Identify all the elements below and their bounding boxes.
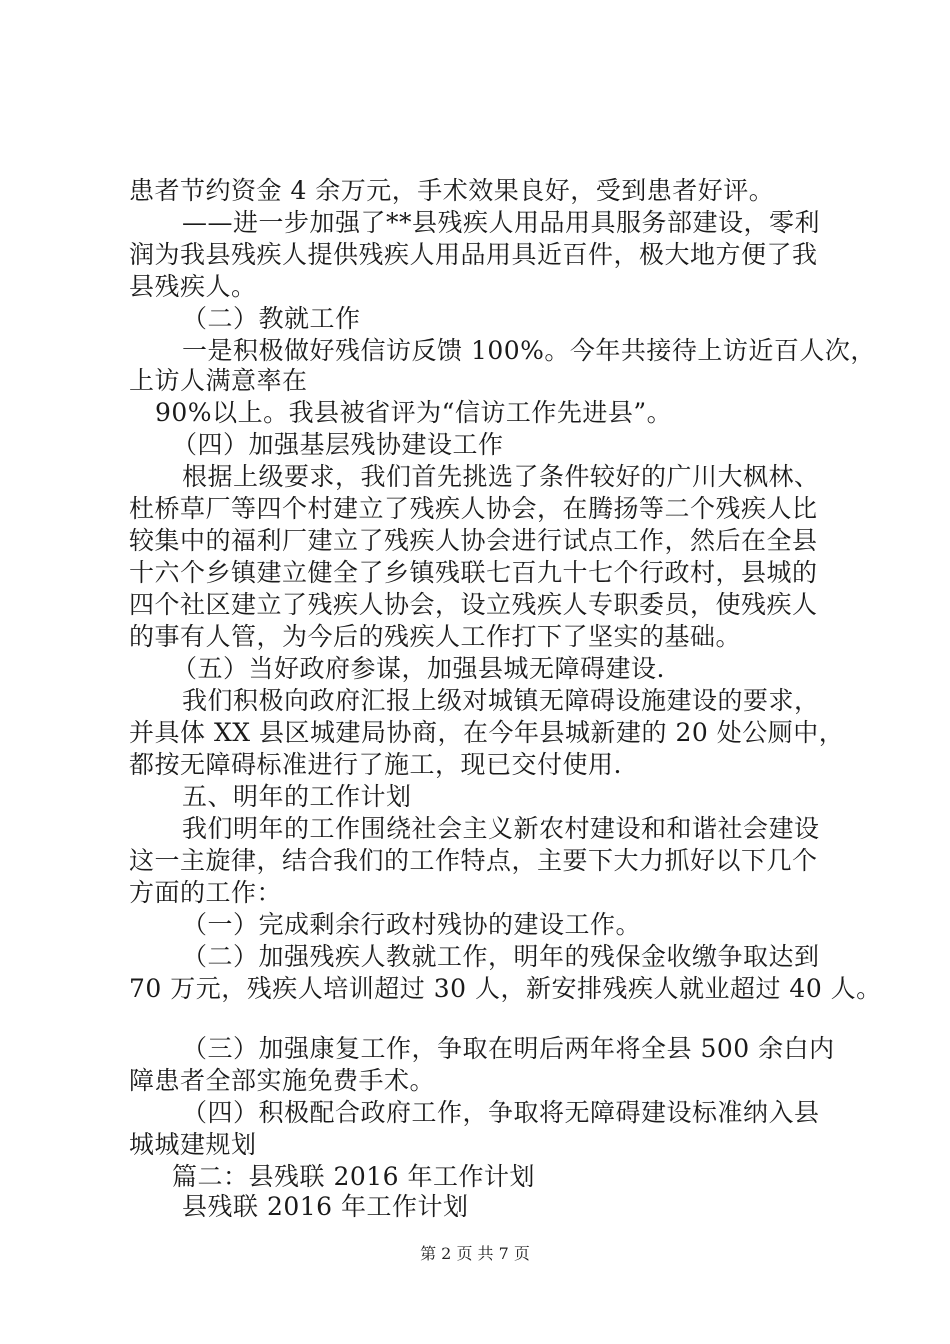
section-heading: （四）加强基层残协建设工作 <box>172 430 504 459</box>
text-line: 县残联 2016 年工作计划 <box>182 1192 469 1221</box>
text-line: （三）加强康复工作，争取在明后两年将全县 500 余白内 <box>182 1034 835 1063</box>
text-line: 我们积极向政府汇报上级对城镇无障碍设施建设的要求， <box>182 686 820 715</box>
text-line: 并具体 XX 县区城建局协商，在今年县城新建的 20 处公厕中， <box>129 718 845 747</box>
text-line: 方面的工作： <box>129 878 283 907</box>
text-line: 上访人满意率在 <box>129 366 308 395</box>
text-line: 的事有人管，为今后的残疾人工作打下了坚实的基础。 <box>129 622 742 651</box>
text-line: （二）加强残疾人教就工作，明年的残保金收缴争取达到 <box>182 942 820 971</box>
text-line: 杜桥草厂等四个村建立了残疾人协会，在腾扬等二个残疾人比 <box>129 494 818 523</box>
section-heading: （五）当好政府参谋，加强县城无障碍建设. <box>172 654 665 683</box>
text-line: 70 万元，残疾人培训超过 30 人，新安排残疾人就业超过 40 人。 <box>129 974 882 1003</box>
text-line: 四个社区建立了残疾人协会，设立残疾人专职委员，使残疾人 <box>129 590 818 619</box>
text-line: 我们明年的工作围绕社会主义新农村建设和和谐社会建设 <box>182 814 820 843</box>
text-line: 润为我县残疾人提供残疾人用品用具近百件，极大地方便了我 <box>129 240 818 269</box>
text-line: 90%以上。我县被省评为“信访工作先进县”。 <box>155 398 673 427</box>
text-line: （一）完成剩余行政村残协的建设工作。 <box>182 910 642 939</box>
text-line: 都按无障碍标准进行了施工，现已交付使用. <box>129 750 622 779</box>
text-line: 较集中的福利厂建立了残疾人协会进行试点工作，然后在全县 <box>129 526 818 555</box>
text-line: ——进一步加强了**县残疾人用品用具服务部建设，零利 <box>182 208 821 237</box>
text-line: 这一主旋律，结合我们的工作特点，主要下大力抓好以下几个 <box>129 846 818 875</box>
section-heading: 篇二：县残联 2016 年工作计划 <box>172 1162 536 1191</box>
text-line: 城城建规划 <box>129 1130 257 1159</box>
text-line: 患者节约资金 4 余万元，手术效果良好，受到患者好评。 <box>129 176 775 205</box>
text-line: 一是积极做好残信访反馈 100%。今年共接待上访近百人次， <box>182 336 876 365</box>
text-line: 障患者全部实施免费手术。 <box>129 1066 436 1095</box>
text-line: （四）积极配合政府工作，争取将无障碍建设标准纳入县 <box>182 1098 820 1127</box>
text-line: 十六个乡镇建立健全了乡镇残联七百九十七个行政村，县城的 <box>129 558 818 587</box>
section-heading: （二）教就工作 <box>182 304 361 333</box>
text-line: 根据上级要求，我们首先挑选了条件较好的广川大枫林、 <box>182 462 820 491</box>
page-footer: 第 2 页 共 7 页 <box>420 1244 530 1263</box>
section-heading: 五、明年的工作计划 <box>182 782 412 811</box>
text-line: 县残疾人。 <box>129 272 257 301</box>
